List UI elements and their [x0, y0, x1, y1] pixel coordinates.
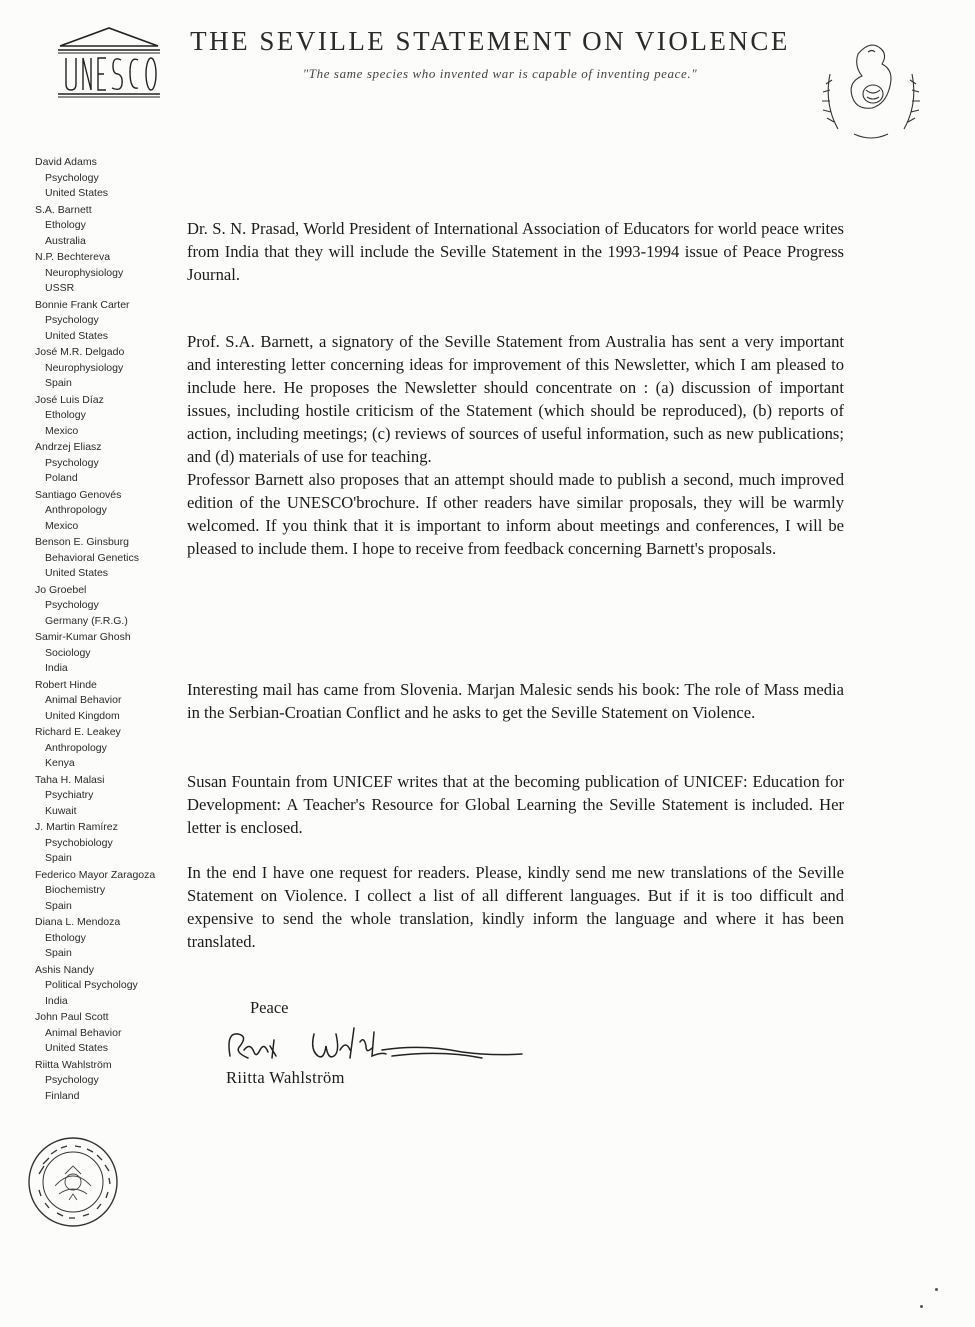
letter-paragraph: Dr. S. N. Prasad, World President of International Association of Educators for world peace writes from India that they will include the Seville Statement in the 1993-1994 issue of Peace Progress Journal.: [187, 219, 844, 284]
signatory-field: Ethology: [45, 219, 86, 231]
signatory-field: Anthropology: [45, 504, 107, 516]
signatory-entry: [33, 963, 183, 1010]
signatory-country: Kenya: [45, 757, 75, 769]
signatory-country: Finland: [45, 1089, 80, 1102]
signatory-entry: [33, 820, 183, 867]
signatory-entry: [33, 725, 183, 772]
signatory-country: Mexico: [45, 519, 79, 532]
signatory-country: Spain: [45, 377, 72, 389]
signatory-entry: [33, 630, 183, 677]
signatory-field: Biochemistry: [45, 884, 106, 896]
signatory-entry: [33, 203, 183, 250]
unesco-logo: [54, 24, 164, 104]
signatory-field: Psychology: [45, 314, 99, 326]
signatory-country: India: [45, 994, 68, 1007]
handwritten-signature: [222, 1020, 542, 1070]
signatory-entry: [33, 915, 183, 962]
signatory-country: United States: [45, 187, 109, 199]
signatory-entry: [33, 773, 183, 820]
signatory-entry: [33, 345, 183, 392]
signatory-country: United States: [45, 329, 109, 342]
signatory-field: Psychology: [45, 456, 99, 469]
signatory-field: Political Psychology: [45, 979, 138, 991]
signatory-name: Andrzej Eliasz: [35, 441, 102, 453]
signatory-name: Samir-Kumar Ghosh: [35, 631, 131, 643]
signatory-name: John Paul Scott: [35, 1011, 109, 1023]
signatory-name: Santiago Genovés: [35, 488, 122, 501]
signatory-country: Germany (F.R.G.): [45, 614, 128, 627]
signatory-entry: [33, 393, 183, 440]
signatory-name: Bonnie Frank Carter: [35, 298, 130, 311]
signatory-country: United States: [45, 567, 109, 579]
signatory-name: David Adams: [35, 156, 97, 168]
signatory-entry: [33, 155, 183, 202]
signatory-field: Anthropology: [45, 741, 107, 754]
dove-emblem-icon: [818, 34, 924, 146]
signatory-entry: [33, 440, 183, 487]
signatory-field: Psychology: [45, 171, 99, 184]
signatory-name: José M.R. Delgado: [35, 346, 125, 358]
university-seal: [25, 1134, 121, 1230]
signatory-country: India: [45, 662, 68, 674]
document-motto: "The same species who invented war is capable of inventing peace.": [302, 66, 698, 81]
signatory-entry: [33, 250, 183, 297]
scan-speck: [920, 1305, 923, 1308]
signatory-country: Spain: [45, 947, 72, 959]
signatory-field: Sociology: [45, 646, 91, 659]
letter-paragraph: Susan Fountain from UNICEF writes that at the becoming publication of UNICEF: Education for Development: A Teacher's Resource for Global Learning the Seville Statement is included. Her letter is enclosed.: [187, 772, 844, 837]
signatory-field: Behavioral Genetics: [45, 551, 139, 564]
signatory-field: Neurophysiology: [45, 361, 124, 374]
signatory-entry: [33, 1058, 183, 1105]
signatory-name: Jo Groebel: [35, 583, 87, 596]
scan-speck: [935, 1288, 938, 1291]
signatory-country: USSR: [45, 282, 75, 294]
signatory-field: Psychology: [45, 599, 99, 611]
signatory-name: Taha H. Malasi: [35, 773, 105, 786]
signatory-country: United States: [45, 1042, 109, 1054]
signatory-name: S.A. Barnett: [35, 203, 92, 216]
signatory-entry: [33, 583, 183, 630]
signatory-entry: [33, 868, 183, 915]
signatory-name: Robert Hinde: [35, 678, 97, 691]
signatory-name: N.P. Bechtereva: [35, 251, 111, 263]
signatory-field: Animal Behavior: [45, 694, 122, 706]
signatory-name: Riitta Wahlström: [35, 1058, 112, 1071]
signatory-country: Spain: [45, 899, 72, 912]
signatory-field: Animal Behavior: [45, 1026, 122, 1039]
signer-name: Riitta Wahlström: [226, 1068, 345, 1087]
signatory-country: Kuwait: [45, 804, 77, 817]
signatory-entry: [33, 298, 183, 345]
signatory-name: Federico Mayor Zaragoza: [35, 868, 156, 881]
signatory-field: Ethology: [45, 409, 86, 421]
signatory-name: José Luis Díaz: [35, 393, 104, 406]
document-title: THE SEVILLE STATEMENT ON VIOLENCE: [190, 26, 790, 56]
signatory-field: Psychiatry: [45, 789, 94, 801]
signatories-list: [33, 155, 183, 1105]
letter-paragraph: In the end I have one request for readers. Please, kindly send me new translations of the Seville Statement on Violence. I collect a list of all different languages. But if it is too difficult and expensive to send the whole translation, kindly inform the language and where it has been translated.: [187, 863, 844, 951]
signatory-entry: [33, 678, 183, 725]
signatory-entry: [33, 535, 183, 582]
signatory-field: Ethology: [45, 931, 86, 944]
letter-paragraph: Prof. S.A. Barnett, a signatory of the Seville Statement from Australia has sent a very important and interesting letter concerning ideas for improvement of this Newsletter, which I am pleased to include here. He proposes the Newsletter should concentrate on : (a) discussion of important issues, including hostile criticism of the Statement (which should be reproduced), (b) reports of action, including meetings; (c) reviews of sources of useful information, such as new publications; and (d) materials of use for teaching. Professor Barnett also proposes that an attempt should made to publish a second, much improved edition of the UNESCO'brochure. If other readers have similar proposals, they will be warmly welcomed. If you think that it is important to inform about meetings and conferences, I will be pleased to include them. I hope to receive from feedback concerning Barnett's proposals.: [187, 332, 844, 558]
signatory-country: Spain: [45, 852, 72, 864]
signatory-name: Diana L. Mendoza: [35, 916, 121, 928]
signatory-entry: [33, 1010, 183, 1057]
signatory-country: Mexico: [45, 424, 79, 437]
signatory-entry: [33, 488, 183, 535]
signatory-field: Psychology: [45, 1074, 99, 1086]
signatory-country: Poland: [45, 472, 78, 484]
signatory-name: Benson E. Ginsburg: [35, 536, 129, 548]
signatory-name: Ashis Nandy: [35, 963, 94, 976]
letter-closing: Peace: [250, 998, 289, 1017]
signatory-country: United Kingdom: [45, 709, 120, 722]
signatory-name: J. Martin Ramírez: [35, 821, 118, 833]
letter-paragraph: Interesting mail has came from Slovenia. Marjan Malesic sends his book: The role of Mass media in the Serbian-Croatian Conflict and he asks to get the Seville Statement on Violence.: [187, 680, 844, 722]
signatory-name: Richard E. Leakey: [35, 726, 121, 738]
signatory-country: Australia: [45, 234, 86, 247]
signatory-field: Neurophysiology: [45, 266, 124, 279]
signatory-field: Psychobiology: [45, 836, 113, 849]
